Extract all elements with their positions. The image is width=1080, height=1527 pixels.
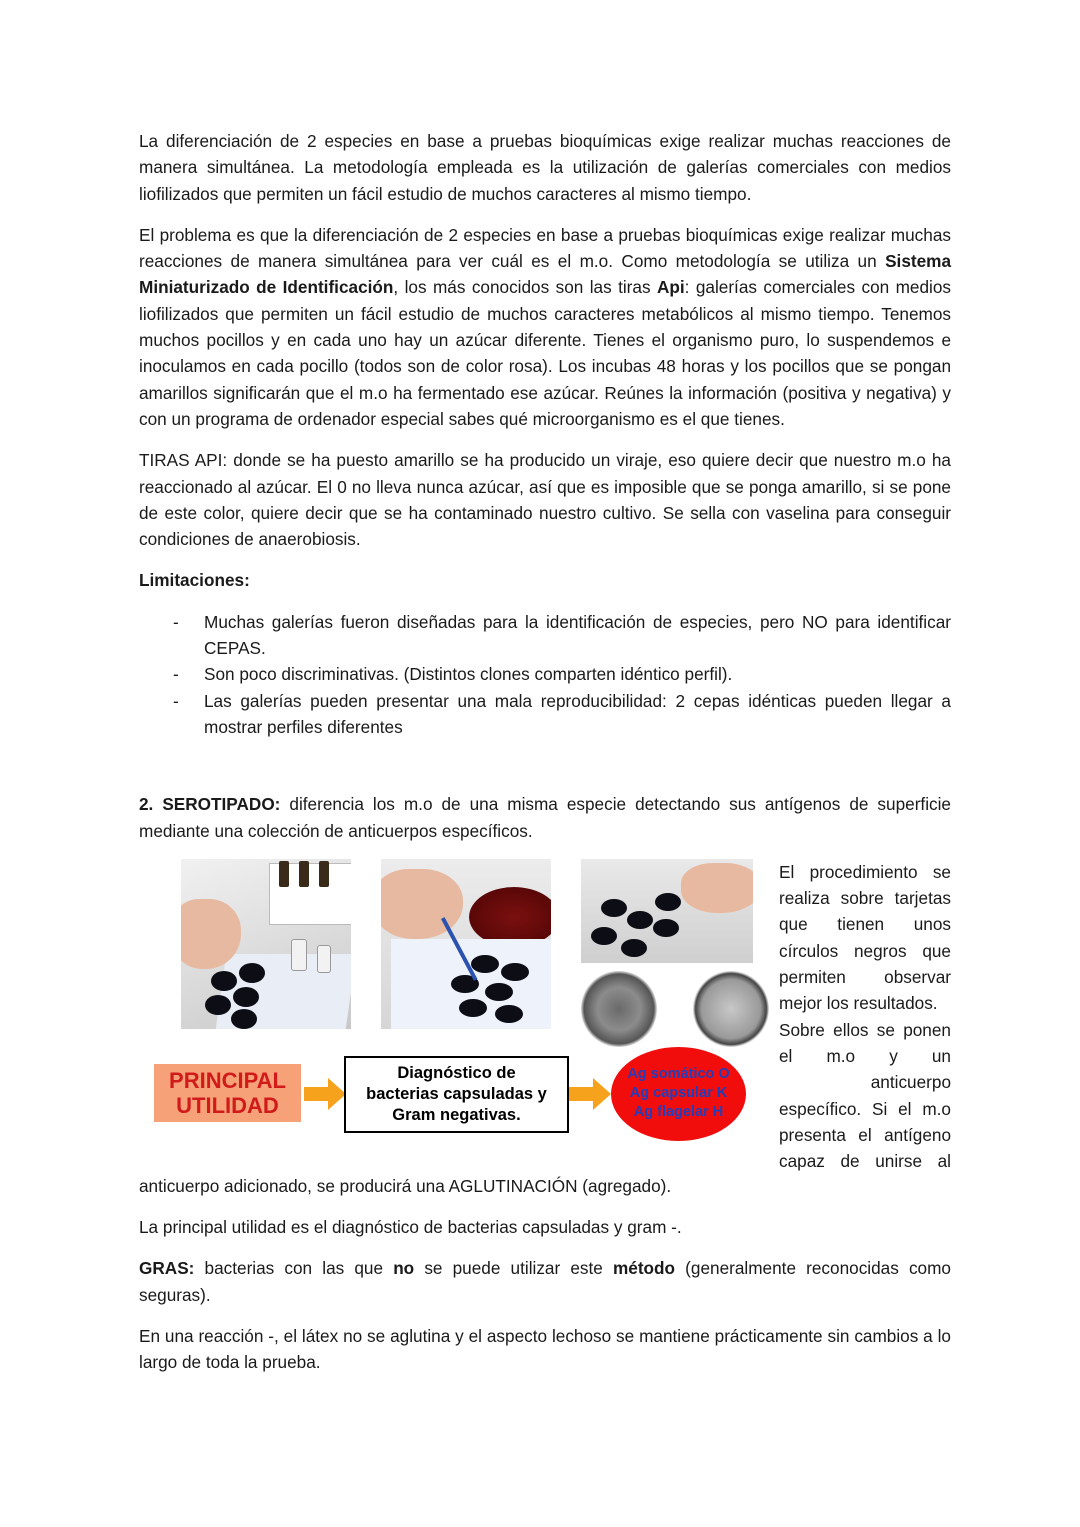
dot	[459, 999, 487, 1017]
principal-utilidad-box	[154, 1064, 301, 1122]
arrow-icon	[569, 1087, 595, 1101]
antigen-line: Ag somático O	[627, 1066, 730, 1083]
vial	[299, 861, 309, 887]
dot	[471, 955, 499, 973]
principal-label: PRINCIPAL	[169, 1067, 286, 1093]
side-line: permiten observar	[779, 967, 951, 988]
side-line: Sobre ellos se ponen	[779, 1019, 951, 1040]
side-line: mejor los resultados.	[779, 993, 938, 1014]
paragraph-gras: GRAS: bacterias con las que no se puede utilizar este método (generalmente reconocidas como seguras).	[139, 1258, 951, 1305]
agglutination-positive-dish	[581, 971, 657, 1047]
dropper-bottle	[317, 945, 331, 973]
figure-block	[139, 859, 951, 1172]
diagnostico-box	[344, 1056, 569, 1133]
side-line: anticuerpo	[870, 1072, 951, 1093]
side-line: presenta el antígeno	[779, 1124, 951, 1145]
dot	[485, 983, 513, 1001]
side-line: círculos negros que	[779, 940, 951, 961]
diagnostico-line: bacterias capsuladas y	[366, 1084, 547, 1103]
dot	[655, 893, 681, 911]
side-line: que tienen unos	[779, 914, 951, 935]
limitaciones-heading: Limitaciones:	[139, 570, 250, 591]
limitaciones-list	[139, 609, 951, 740]
paragraph-serotipado: 2. SEROTIPADO: diferencia los m.o de una misma especie detectando sus antígenos de superficie mediante una colección de anticuerpos específicos.	[139, 794, 951, 841]
figure-side-text	[779, 859, 951, 1175]
list-item: - Muchas galerías fueron diseñadas para la identificación de especies, pero NO para identificar CEPAS.	[139, 609, 951, 662]
side-line: específico. Si el m.o	[779, 1098, 951, 1119]
dot	[501, 963, 529, 981]
antigen-line: Ag capsular K	[629, 1085, 728, 1102]
dot	[591, 927, 617, 945]
spacer	[139, 755, 951, 791]
list-item: - Son poco discriminativas. (Distintos clones comparten idéntico perfil).	[139, 661, 951, 687]
paragraph-api: El problema es que la diferenciación de 2 especies en base a pruebas bioquímicas exige realizar muchas reacciones de manera simultánea para ver cuál es el m.o. Como metodología se utiliza un Sistema Miniaturizado de Identificación, los más conocidos son las tiras Api: galerías comerciales con medios liofilizados que permiten un fácil estudio de muchos caracteres metabólicos al mismo tiempo. Tenemos muchos pocillos y en cada uno hay un azúcar diferente. Tienes el organismo puro, lo suspendemos e inoculamos en cada pocillo (todos son de color rosa). Los incubas 48 horas y los pocillos que se pongan amarillos significarán que el m.o ha fermentado ese azúcar. Reúnes la información (positiva y negativa) y con un programa de ordenador especial sabes qué microorganismo es el que tienes.	[139, 224, 951, 429]
paragraph-intro: La diferenciación de 2 especies en base a pruebas bioquímicas exige realizar muchas reacciones de manera simultánea. La metodología empleada es la utilización de galerías comerciales con medios liofilizados que permiten un fácil estudio de muchos caracteres al mismo tiempo.	[139, 131, 951, 204]
paragraph-tiras-api: TIRAS API: donde se ha puesto amarillo se ha producido un viraje, eso quiere decir que nuestro m.o ha reaccionado al azúcar. El 0 no lleva nunca azúcar, así que es imposible que se ponga amarillo, si se pone de este color, quiere decir que se ha contaminado nuestro cultivo. Se sella con vaselina para conseguir condiciones de anaerobiosis.	[139, 450, 951, 550]
arrow-icon	[304, 1087, 330, 1101]
photo-test-card	[581, 859, 753, 963]
utilidad-label: UTILIDAD	[176, 1092, 279, 1118]
side-line: realiza sobre tarjetas	[779, 888, 951, 909]
list-item: - Las galerías pueden presentar una mala reproducibilidad: 2 cepas idénticas pueden llegar a mostrar perfiles diferentes	[139, 688, 951, 741]
dot	[211, 971, 237, 991]
diagnostico-line: Gram negativas.	[392, 1105, 521, 1124]
photo-reagent-kit	[181, 859, 351, 1029]
dot	[239, 963, 265, 983]
dot	[627, 911, 653, 929]
photo-petri-dish	[381, 859, 551, 1029]
paragraph-aglutinacion: anticuerpo adicionado, se producirá una AGLUTINACIÓN (agregado).	[139, 1175, 672, 1196]
antigen-oval	[611, 1047, 746, 1141]
antigen-line: Ag flagelar H	[633, 1104, 724, 1121]
paragraph-utilidad: La principal utilidad es el diagnóstico de bacterias capsuladas y gram -.	[139, 1217, 682, 1238]
hand	[681, 863, 753, 913]
dropper-bottle	[291, 939, 307, 971]
vial	[319, 861, 329, 887]
vial	[279, 861, 289, 887]
dot	[205, 995, 231, 1015]
side-line: capaz de unirse al	[779, 1151, 951, 1172]
dot	[621, 939, 647, 957]
agglutination-negative-dish	[693, 971, 769, 1047]
dot	[233, 987, 259, 1007]
serotipado-figure	[151, 859, 766, 1149]
diagnostico-line: Diagnóstico de	[397, 1063, 516, 1082]
dot	[495, 1005, 523, 1023]
petri-dish	[469, 887, 551, 947]
paragraph-reaccion-negativa: En una reacción -, el látex no se aglutina y el aspecto lechoso se mantiene prácticamente sin cambios a lo largo de toda la prueba.	[139, 1326, 951, 1373]
dot	[231, 1009, 257, 1029]
dot	[653, 919, 679, 937]
side-line: el m.o y un	[779, 1045, 951, 1066]
document-page	[139, 128, 951, 1391]
side-line: El procedimiento se	[779, 861, 951, 882]
dot	[601, 899, 627, 917]
